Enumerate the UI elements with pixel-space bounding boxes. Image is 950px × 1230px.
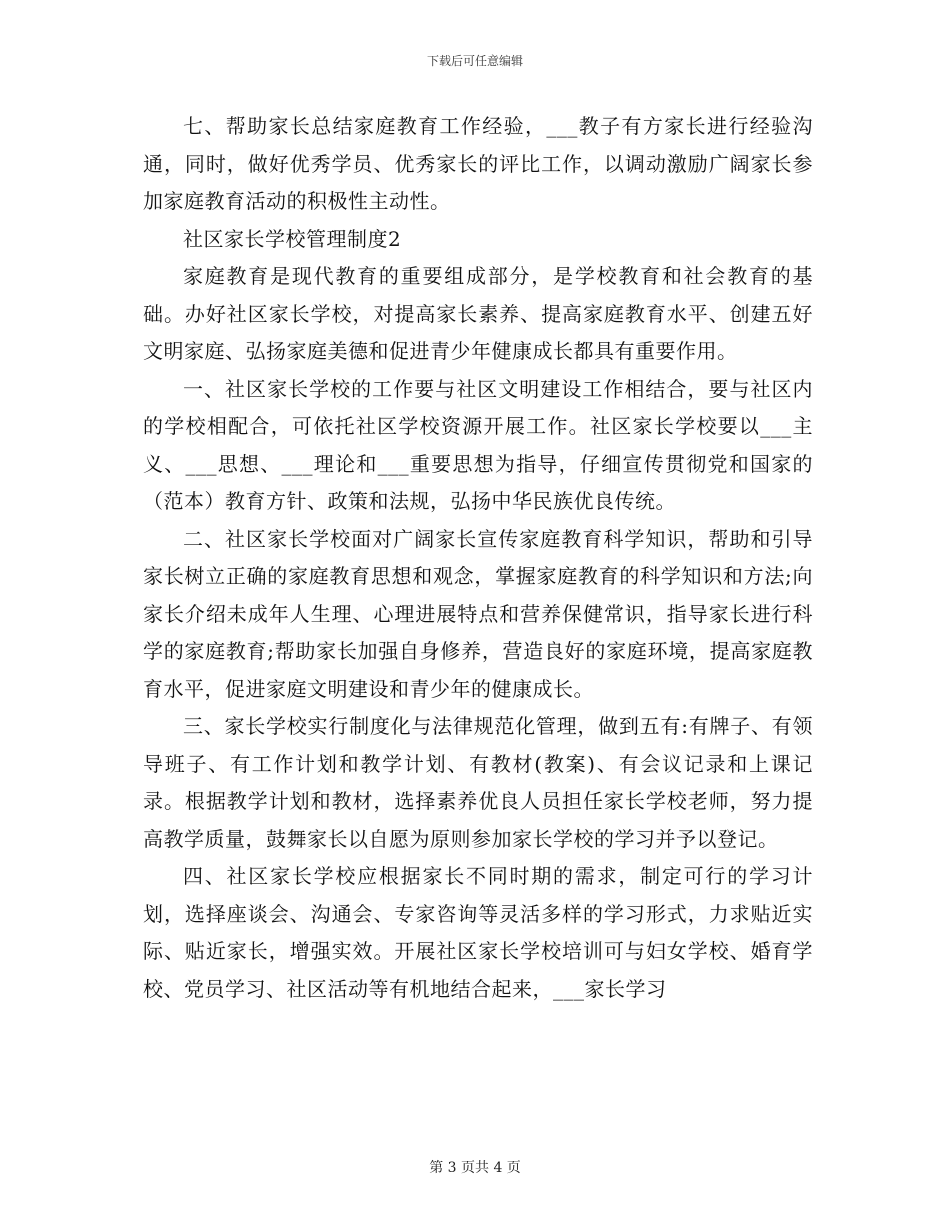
page-footer: 第 3 页共 4 页	[429, 1160, 521, 1176]
paragraph-three: 三、家长学校实行制度化与法律规范化管理，做到五有:有牌子、有领导班子、有工作计划和教学计划、有教材(教案)、有会议记录和上课记录。根据教学计划和教材，选择素养优良人员担任家长学校老师，努力提高教学质量，鼓舞家长以自愿为原则参加家长学校的学习并予以登记。	[143, 714, 813, 851]
document-body	[143, 108, 813, 1008]
paragraph-seven: 七、帮助家长总结家庭教育工作经验，___教子有方家长进行经验沟通，同时，做好优秀学员、优秀家长的评比工作，以调动激励广阔家长参加家庭教育活动的积极性主动性。	[143, 114, 813, 213]
paragraph-four: 四、社区家长学校应根据家长不同时期的需求，制定可行的学习计划，选择座谈会、沟通会、专家咨询等灵活多样的学习形式，力求贴近实际、贴近家长，增强实效。开展社区家长学校培训可与妇女学校、婚育学校、党员学习、社区活动等有机地结合起来，___家长学习	[143, 864, 813, 1001]
paragraph-one: 一、社区家长学校的工作要与社区文明建设工作相结合，要与社区内的学校相配合，可依托社区学校资源开展工作。社区家长学校要以___主义、___思想、___理论和___重要思想为指导，仔细宣传贯彻党和国家的（范本）教育方针、政策和法规，弘扬中华民族优良传统。	[143, 376, 813, 513]
paragraph-intro: 家庭教育是现代教育的重要组成部分，是学校教育和社会教育的基础。办好社区家长学校，对提高家长素养、提高家庭教育水平、创建五好文明家庭、弘扬家庭美德和促进青少年健康成长都具有重要作用。	[143, 264, 813, 363]
page-header: 下载后可任意编辑	[426, 54, 523, 68]
section-heading: 社区家长学校管理制度2	[183, 226, 402, 251]
paragraph-two: 二、社区家长学校面对广阔家长宣传家庭教育科学知识，帮助和引导家长树立正确的家庭教育思想和观念，掌握家庭教育的科学知识和方法;向家长介绍未成年人生理、心理进展特点和营养保健常识，指导家长进行科学的家庭教育;帮助家长加强自身修养，营造良好的家庭环境，提高家庭教育水平，促进家庭文明建设和青少年的健康成长。	[143, 526, 813, 701]
